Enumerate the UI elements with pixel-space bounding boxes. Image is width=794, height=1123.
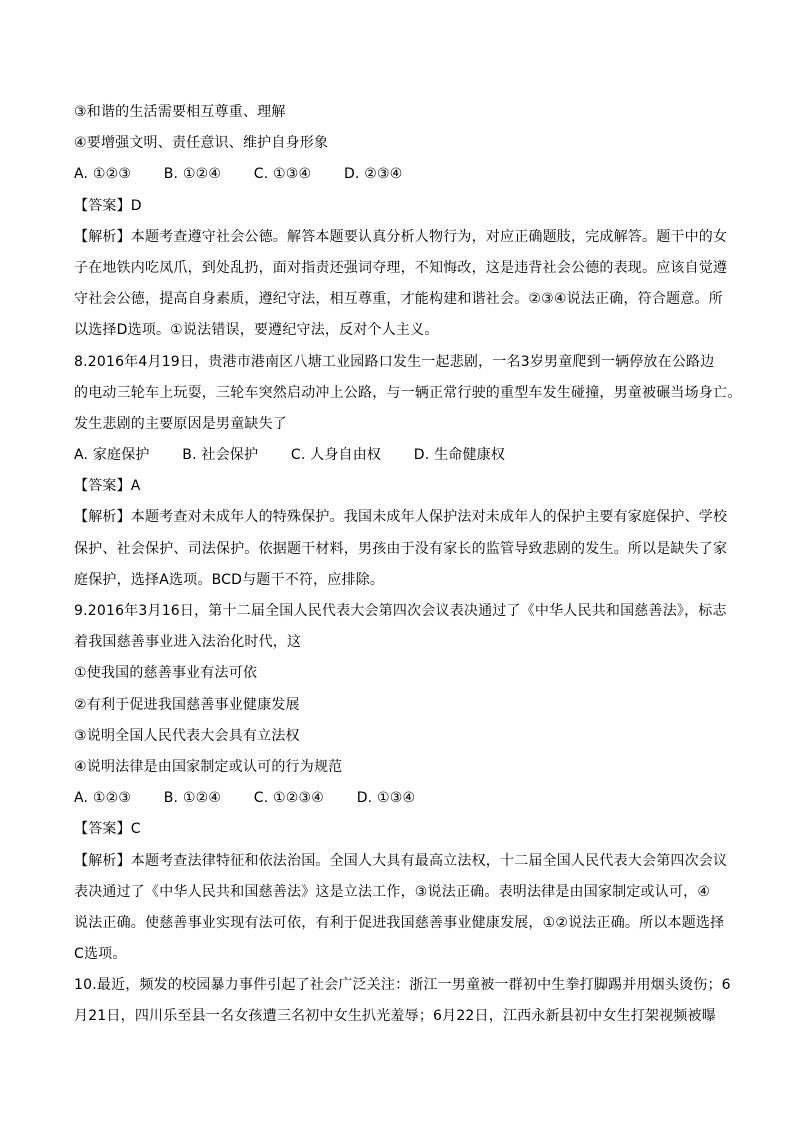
q7-option-b: B. ①②④ (163, 166, 222, 183)
q8-analysis-line: 【解析】本题考查对未成年人的特殊保护。我国未成年人保护法对未成年人的保护主要有家庭保护、学校 (74, 509, 728, 526)
q8-option-c: C. 人身自由权 (290, 447, 382, 464)
q10-stem-line: 月21日，四川乐至县一名女孩遭三名初中女生扒光羞辱；6月22日，江西永新县初中女生打架视频被曝 (74, 1008, 716, 1025)
q8-option-a: A. 家庭保护 (74, 447, 150, 464)
q9-options (74, 783, 734, 814)
q9-analysis-line: 表决通过了《中华人民共和国慈善法》这是立法工作，③说法正确。表明法律是由国家制定或认可，④ (74, 883, 711, 900)
q9-option-b: B. ①②④ (163, 790, 222, 807)
document-page (74, 97, 742, 1033)
q9-analysis-line: 说法正确。使慈善事业实现有法可依，有利于促进我国慈善事业健康发展，①②说法正确。所以本题选择 (74, 914, 725, 931)
q8-stem-line: 的电动三轮车上玩耍，三轮车突然启动冲上公路，与一辆正常行驶的重型车发生碰撞，男童被碾当场身亡。 (74, 384, 742, 401)
q9-statement-1: ①使我国的慈善事业有法可依 (74, 665, 258, 682)
q7-answer: 【答案】D (74, 197, 142, 214)
q9-answer: 【答案】C (74, 821, 141, 838)
q8-option-d: D. 生命健康权 (413, 447, 506, 464)
q9-statement-2: ②有利于促进我国慈善事业健康发展 (74, 696, 300, 713)
q7-options (74, 159, 734, 190)
q10-stem-line: 10.最近，频发的校园暴力事件引起了社会广泛关注：浙江一男童被一群初中生拳打脚踢并用烟头烫伤；6 (74, 977, 731, 994)
statement-4: ④要增强文明、责任意识、维护自身形象 (74, 135, 329, 152)
q8-stem-line: 8.2016年4月19日，贵港市港南区八塘工业园路口发生一起悲剧，一名3岁男童爬到一辆停放在公路边 (74, 353, 715, 370)
q8-options (74, 440, 734, 471)
q7-analysis-line: 以选择D选项。①说法错误，要遵纪守法，反对个人主义。 (74, 322, 439, 339)
q7-option-d: D. ②③④ (343, 166, 403, 183)
statement-3: ③和谐的生活需要相互尊重、理解 (74, 104, 286, 120)
q7-analysis-line: 子在地铁内吃凤爪，到处乱扔，面对指责还强词夺理，不知悔改，这是违背社会公德的表现。应该自觉遵 (74, 259, 728, 276)
q7-analysis-line: 【解析】本题考查遵守社会公德。解答本题要认真分析人物行为，对应正确题肢，完成解答。题干中的女 (74, 228, 728, 245)
q9-analysis-line: C选项。 (74, 946, 127, 963)
q8-analysis-line: 庭保护，选择A选项。BCD与题干不符，应排除。 (74, 571, 385, 588)
q9-option-a: A. ①②③ (74, 790, 132, 807)
q9-statement-3: ③说明全国人民代表大会具有立法权 (74, 727, 300, 744)
q9-statement-4: ④说明法律是由国家制定或认可的行为规范 (74, 758, 343, 775)
q8-analysis-line: 保护、社会保护、司法保护。依据题干材料，男孩由于没有家长的监管导致悲剧的发生。所以是缺失了家 (74, 540, 728, 557)
q7-analysis-line: 守社会公德，提高自身素质，遵纪守法，相互尊重，才能构建和谐社会。②③④说法正确，符合题意。所 (74, 291, 723, 308)
q8-stem-line: 发生悲剧的主要原因是男童缺失了 (74, 415, 287, 432)
q9-stem-line: 着我国慈善事业进入法治化时代，这 (74, 634, 302, 651)
q8-option-b: B. 社会保护 (182, 447, 259, 464)
q7-option-a: A. ①②③ (74, 166, 132, 183)
q7-option-c: C. ①③④ (253, 166, 312, 183)
q9-stem-line: 9.2016年3月16日，第十二届全国人民代表大会第四次会议表决通过了《中华人民共和国慈善法》，标志 (74, 603, 727, 619)
q8-answer: 【答案】A (74, 478, 141, 495)
q9-option-d: D. ①③④ (356, 790, 416, 807)
q9-option-c: C. ①②③④ (253, 790, 325, 807)
q9-analysis-line: 【解析】本题考查法律特征和依法治国。全国人大具有最高立法权，十二届全国人民代表大会第四次会议 (74, 852, 728, 869)
